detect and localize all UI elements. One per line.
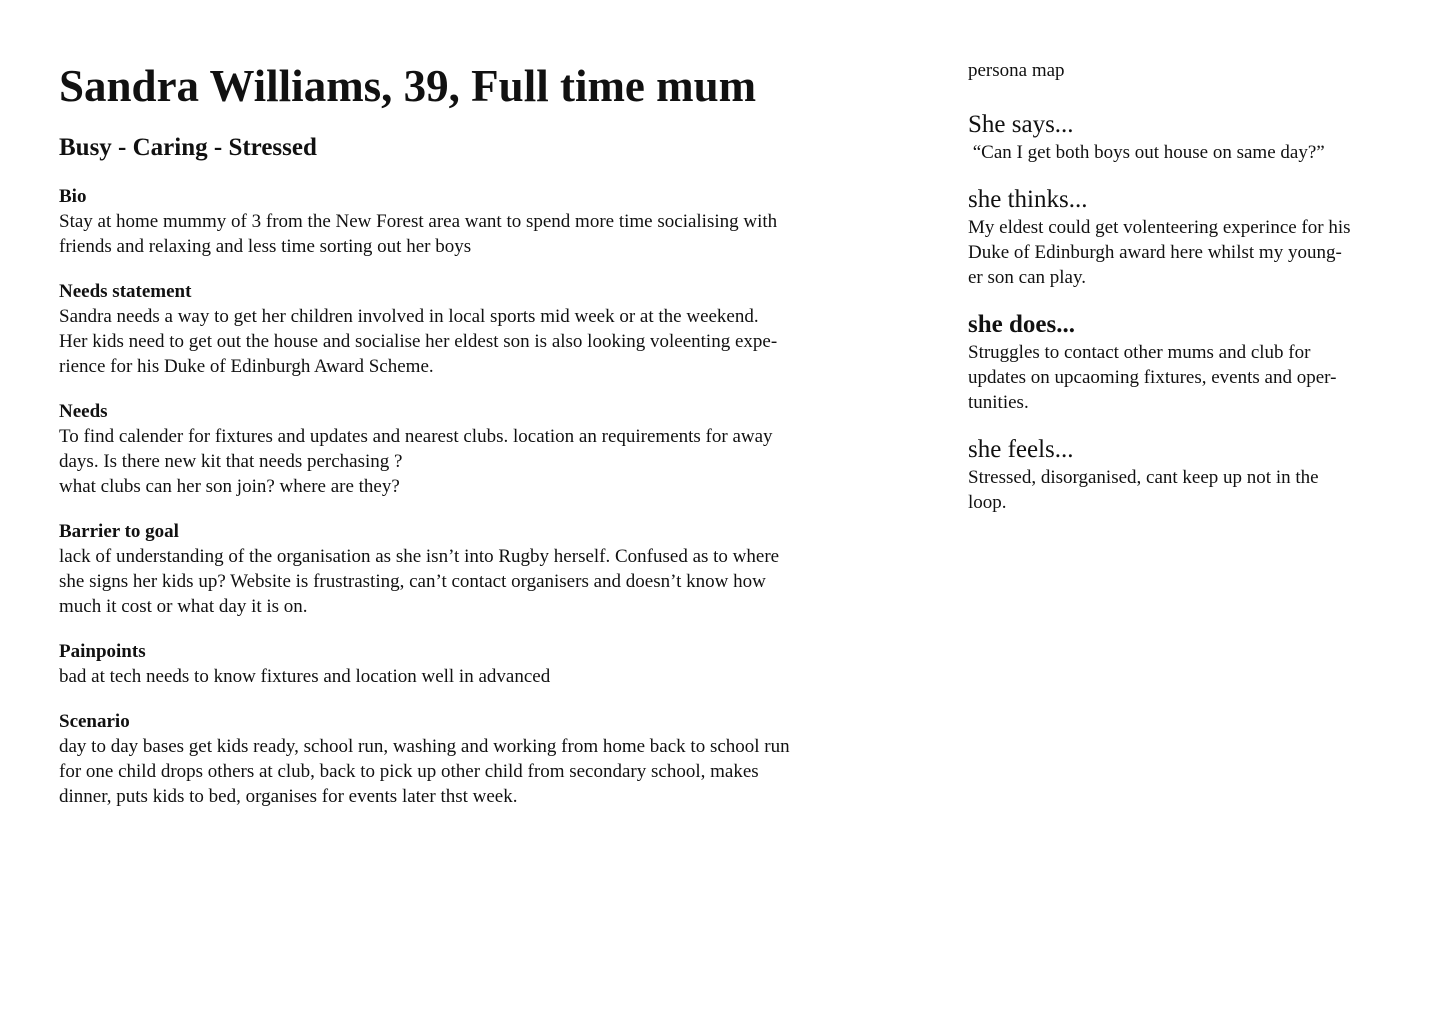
bio-text-line: friends and relaxing and less time sorting out her boys [59, 236, 472, 257]
barrier-text-line: she signs her kids up? Website is frustrasting, can’t contact organisers and doesn’t know how [59, 571, 766, 592]
needs-heading: Needs [59, 401, 108, 422]
bio-heading: Bio [59, 186, 87, 207]
scenario-text-line: for one child drops others at club, back to pick up other child from secondary school, makes [59, 761, 759, 782]
needs-statement-heading: Needs statement [59, 281, 192, 302]
does-block [968, 310, 1408, 415]
feels-heading: she feels... [968, 436, 1074, 463]
thinks-text-line: Duke of Edinburgh award here whilst my young- [968, 242, 1342, 263]
scenario-text-line: dinner, puts kids to bed, organises for events later thst week. [59, 786, 518, 807]
says-heading: She says... [968, 111, 1074, 138]
persona-map-label: persona map [968, 60, 1065, 81]
thinks-text-line: My eldest could get volenteering experince for his [968, 217, 1351, 238]
persona-details [59, 58, 889, 809]
feels-text-line: Stressed, disorganised, cant keep up not in the [968, 467, 1319, 488]
bio-text-line: Stay at home mummy of 3 from the New Forest area want to spend more time socialising with [59, 211, 778, 232]
needs-text-line: To find calender for fixtures and updates and nearest clubs. location an requirements for away [59, 426, 773, 447]
barrier-section [59, 519, 889, 619]
scenario-section [59, 709, 889, 809]
persona-traits: Busy - Caring - Stressed [59, 134, 317, 161]
barrier-text-line: lack of understanding of the organisation as she isn’t into Rugby herself. Confused as to where [59, 546, 780, 567]
needs-statement-text-line: rience for his Duke of Edinburgh Award Scheme. [59, 356, 434, 377]
thinks-block [968, 185, 1408, 290]
feels-block [968, 435, 1408, 515]
needs-text-line: days. Is there new kit that needs perchasing ? [59, 451, 403, 472]
barrier-heading: Barrier to goal [59, 521, 179, 542]
thinks-text-line: er son can play. [968, 267, 1086, 288]
needs-section [59, 399, 889, 499]
needs-text-line: what clubs can her son join? where are they? [59, 476, 400, 497]
says-block [968, 110, 1408, 165]
persona-map [968, 60, 1408, 515]
painpoints-heading: Painpoints [59, 641, 146, 662]
does-text-line: Struggles to contact other mums and club for [968, 342, 1311, 363]
does-text-line: updates on upcaoming fixtures, events and oper- [968, 367, 1337, 388]
feels-text-line: loop. [968, 492, 1007, 513]
scenario-text-line: day to day bases get kids ready, school run, washing and working from home back to school run [59, 736, 790, 757]
does-text-line: tunities. [968, 392, 1029, 413]
says-quote: “Can I get both boys out house on same day?” [968, 142, 1325, 163]
needs-statement-section [59, 279, 889, 379]
does-heading: she does... [968, 311, 1075, 338]
thinks-heading: she thinks... [968, 186, 1088, 213]
needs-statement-text-line: Her kids need to get out the house and socialise her eldest son is also looking voleenting expe- [59, 331, 778, 352]
scenario-heading: Scenario [59, 711, 130, 732]
needs-statement-text-line: Sandra needs a way to get her children involved in local sports mid week or at the weekend. [59, 306, 759, 327]
persona-title: Sandra Williams, 39, Full time mum [59, 61, 757, 111]
painpoints-text-line: bad at tech needs to know fixtures and location well in advanced [59, 666, 551, 687]
barrier-text-line: much it cost or what day it is on. [59, 596, 308, 617]
bio-section [59, 184, 889, 259]
painpoints-section [59, 639, 889, 689]
